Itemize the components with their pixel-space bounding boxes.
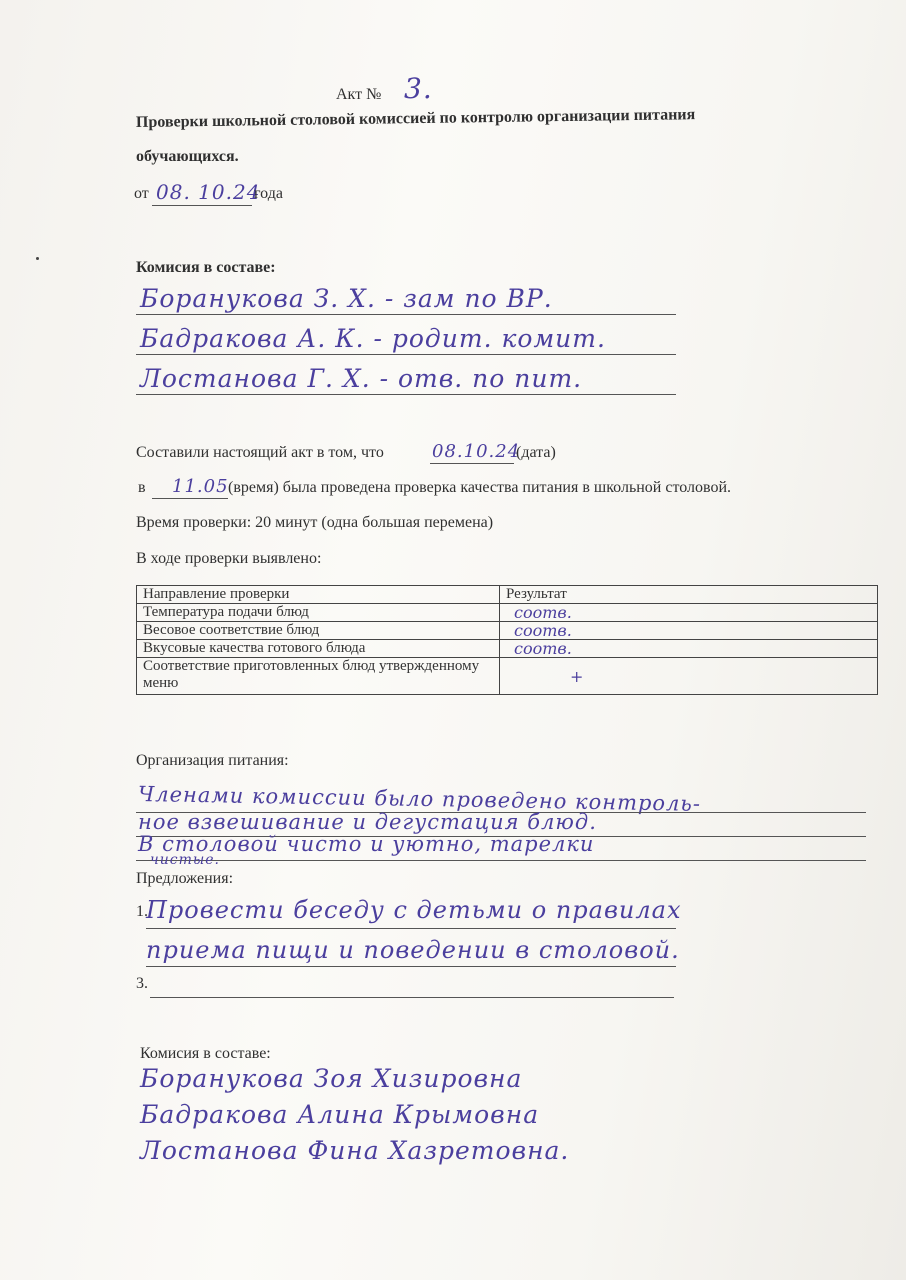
act-number: 3. (404, 72, 433, 105)
table-row (137, 658, 878, 695)
member-line (136, 314, 676, 315)
table-header: Направление проверки (137, 586, 500, 604)
act-label: Акт № (336, 86, 382, 103)
member-line (136, 394, 676, 395)
signature-name: Боранукова Зоя Хизировна (140, 1064, 523, 1093)
proposal-rule (146, 966, 676, 967)
act-subject: Проверки школьной столовой комиссией по контролю организации питания (135, 106, 696, 131)
table-row (137, 640, 878, 658)
act-subject-cont: обучающихся. (136, 148, 239, 165)
table-cell-item: Соответствие приготовленных блюд утвержденному меню (137, 658, 500, 695)
table-header-row (137, 586, 878, 604)
results-table (136, 585, 878, 695)
organization-line: чистые. (150, 852, 220, 868)
proposal-line: Провести беседу с детьми о правилах (146, 896, 682, 924)
table-cell-item: Вкусовые качества готового блюда (137, 640, 500, 658)
date-prefix: от (134, 185, 149, 202)
proposal-rule (146, 928, 676, 929)
member-line (136, 354, 676, 355)
check-found: В ходе проверки выявлено: (136, 550, 322, 567)
commission-member: Бадракова А. К. - родит. комит. (140, 324, 606, 353)
organization-line: ное взвешивание и дегустация блюд. (138, 810, 597, 834)
paper-speck (36, 257, 39, 260)
table-cell-result: соотв. (500, 604, 878, 622)
table-row (137, 604, 878, 622)
commission-member: Лостанова Г. Х. - отв. по пит. (140, 364, 583, 393)
proposals-label: Предложения: (136, 870, 234, 887)
date-value: 08. 10.24 (156, 180, 261, 204)
table-cell-item: Весовое соответствие блюд (137, 622, 500, 640)
statement-text: Составили настоящий акт в том, что (136, 444, 384, 461)
statement-date: 08.10.24 (432, 441, 521, 462)
commission-member: Боранукова З. Х. - зам по ВР. (140, 284, 553, 313)
check-duration: Время проверки: 20 минут (одна большая перемена) (136, 514, 494, 531)
statement-prefix: в (138, 479, 146, 496)
statement-time-underline (152, 498, 228, 499)
proposal-number: 1. (136, 903, 148, 920)
proposal-rule (150, 997, 674, 998)
table-cell-result: + (500, 658, 878, 695)
signature-name: Бадракова Алина Крымовна (140, 1100, 540, 1129)
statement-text-2: (время) была проведена проверка качества питания в школьной столовой. (228, 479, 732, 496)
organization-rule (136, 860, 866, 861)
statement-date-suffix: (дата) (516, 444, 556, 461)
commission-label: Комисия в составе: (136, 259, 276, 276)
organization-line: В столовой чисто и уютно, тарелки (138, 832, 595, 856)
table-row (137, 622, 878, 640)
statement-time: 11.05 (172, 476, 229, 497)
signature-name: Лостанова Фина Хазретовна. (140, 1136, 570, 1165)
organization-line: Членами комиссии было проведено контроль- (137, 782, 702, 816)
table-cell-item: Температура подачи блюд (137, 604, 500, 622)
date-underline (152, 205, 252, 206)
organization-label: Организация питания: (136, 752, 289, 769)
table-cell-result: соотв. (500, 622, 878, 640)
statement-date-underline (430, 463, 514, 464)
signatures-label: Комисия в составе: (140, 1045, 271, 1062)
table-header: Результат (500, 586, 878, 604)
date-suffix: года (254, 185, 283, 202)
proposal-line: приема пищи и поведении в столовой. (146, 936, 680, 964)
proposal-number: 3. (136, 975, 148, 992)
table-cell-result: соотв. (500, 640, 878, 658)
